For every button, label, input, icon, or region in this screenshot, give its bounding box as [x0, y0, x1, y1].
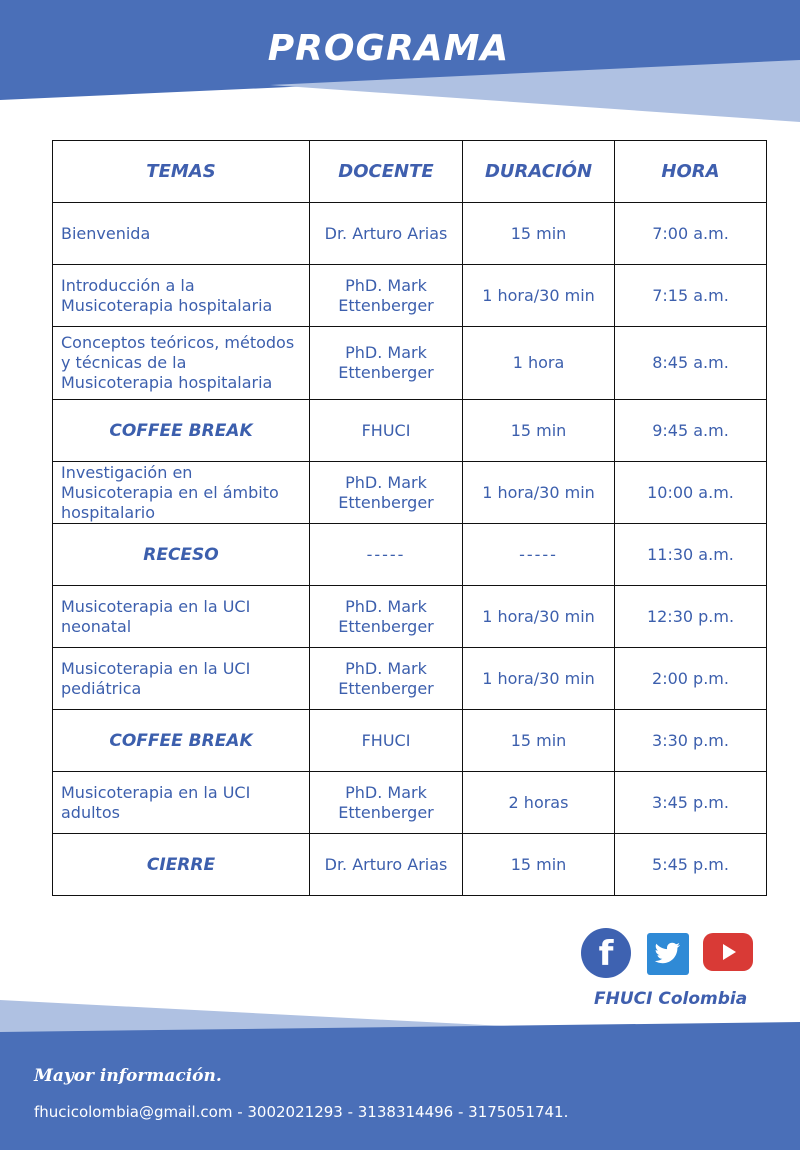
time-cell: 5:45 p.m.	[615, 834, 767, 896]
table-row	[53, 834, 767, 896]
duration-cell: 15 min	[463, 710, 615, 772]
teacher-cell: PhD. Mark Ettenberger	[310, 327, 463, 400]
header-time: HORA	[615, 141, 767, 203]
time-cell: 2:00 p.m.	[615, 648, 767, 710]
duration-cell: 1 hora	[463, 327, 615, 400]
page-title: PROGRAMA	[267, 28, 510, 69]
table-row	[53, 772, 767, 834]
recess-label: RECESO	[53, 524, 310, 586]
coffee-break-label: COFFEE BREAK	[53, 400, 310, 462]
time-cell: 9:45 a.m.	[615, 400, 767, 462]
topic-cell: Musicoterapia en la UCI pediátrica	[53, 648, 310, 710]
topic-cell: Introducción a la Musicoterapia hospitalaria	[53, 265, 310, 327]
duration-cell: -----	[463, 524, 615, 586]
duration-cell: 2 horas	[463, 772, 615, 834]
table-row	[53, 203, 767, 265]
closing-label: CIERRE	[53, 834, 310, 896]
topic-cell: Musicoterapia en la UCI adultos	[53, 772, 310, 834]
teacher-cell: Dr. Arturo Arias	[310, 203, 463, 265]
header-teacher: DOCENTE	[310, 141, 463, 203]
table-row	[53, 648, 767, 710]
header-duration: DURACIÓN	[463, 141, 615, 203]
topic-cell: Conceptos teóricos, métodos y técnicas de la Musicoterapia hospitalaria	[53, 327, 310, 400]
table-row	[53, 462, 767, 524]
youtube-icon[interactable]	[703, 933, 753, 971]
topic-cell: Investigación en Musicoterapia en el ámbito hospitalario	[53, 462, 310, 524]
time-cell: 3:30 p.m.	[615, 710, 767, 772]
teacher-cell: FHUCI	[310, 400, 463, 462]
teacher-cell: FHUCI	[310, 710, 463, 772]
table-row	[53, 710, 767, 772]
time-cell: 12:30 p.m.	[615, 586, 767, 648]
duration-cell: 15 min	[463, 834, 615, 896]
duration-cell: 1 hora/30 min	[463, 586, 615, 648]
teacher-cell: Dr. Arturo Arias	[310, 834, 463, 896]
duration-cell: 1 hora/30 min	[463, 648, 615, 710]
time-cell: 11:30 a.m.	[615, 524, 767, 586]
twitter-icon[interactable]	[647, 933, 689, 975]
table-row	[53, 265, 767, 327]
time-cell: 8:45 a.m.	[615, 327, 767, 400]
teacher-cell: PhD. Mark Ettenberger	[310, 462, 463, 524]
topic-cell: Musicoterapia en la UCI neonatal	[53, 586, 310, 648]
brand-name: FHUCI Colombia	[594, 989, 748, 1009]
more-info-label: Mayor información.	[34, 1066, 222, 1086]
time-cell: 7:15 a.m.	[615, 265, 767, 327]
teacher-cell: -----	[310, 524, 463, 586]
teacher-cell: PhD. Mark Ettenberger	[310, 265, 463, 327]
teacher-cell: PhD. Mark Ettenberger	[310, 772, 463, 834]
time-cell: 3:45 p.m.	[615, 772, 767, 834]
header-topics: TEMAS	[53, 141, 310, 203]
table-row	[53, 586, 767, 648]
time-cell: 7:00 a.m.	[615, 203, 767, 265]
duration-cell: 1 hora/30 min	[463, 462, 615, 524]
duration-cell: 15 min	[463, 400, 615, 462]
schedule-table	[52, 140, 767, 896]
table-row	[53, 400, 767, 462]
table-row	[53, 327, 767, 400]
teacher-cell: PhD. Mark Ettenberger	[310, 586, 463, 648]
time-cell: 10:00 a.m.	[615, 462, 767, 524]
duration-cell: 1 hora/30 min	[463, 265, 615, 327]
facebook-glyph: f	[598, 934, 614, 974]
coffee-break-label: COFFEE BREAK	[53, 710, 310, 772]
teacher-cell: PhD. Mark Ettenberger	[310, 648, 463, 710]
table-header-row	[53, 141, 767, 203]
topic-cell: Bienvenida	[53, 203, 310, 265]
facebook-icon[interactable]	[580, 927, 632, 979]
table-row	[53, 524, 767, 586]
contact-info: fhucicolombia@gmail.com - 3002021293 - 3138314496 - 3175051741.	[34, 1103, 569, 1121]
duration-cell: 15 min	[463, 203, 615, 265]
